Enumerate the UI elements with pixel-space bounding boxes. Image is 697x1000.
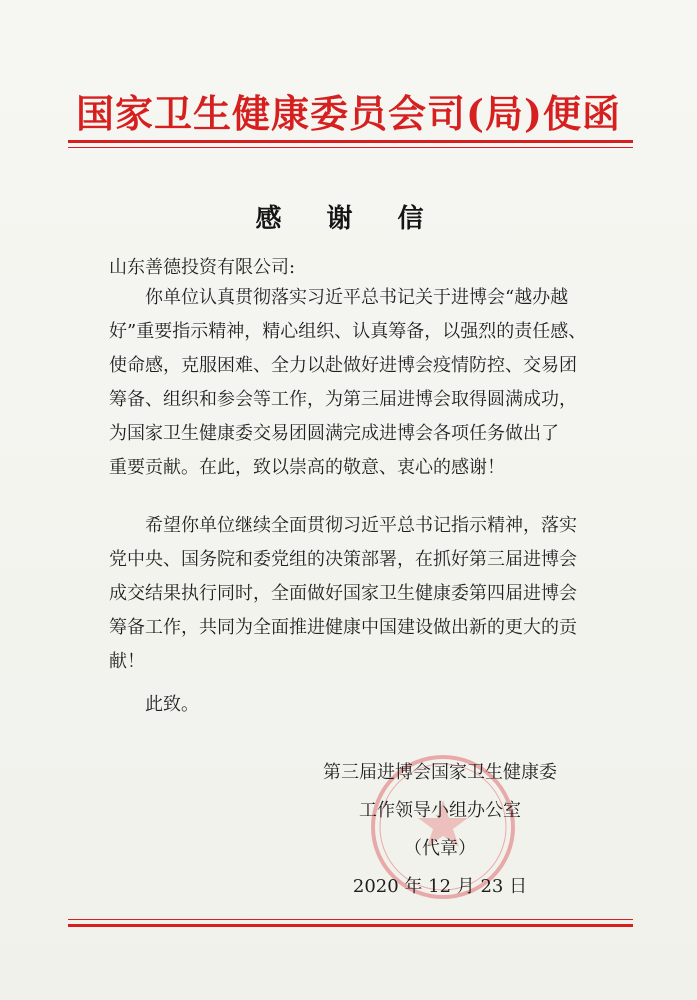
paragraph-2-line: 献！ [109,651,145,672]
signature-org-line-1: 第三届进博会国家卫生健康委 [323,762,557,783]
footer-rule-thick [68,924,633,927]
signature-org-line-2: 工作领导小组办公室 [359,800,521,821]
closing: 此致。 [145,694,199,715]
paragraph-1-line: 你单位认真贯彻落实习近平总书记关于进博会“越办越 [145,287,569,308]
letterhead-title: 国家卫生健康委员会司(局)便函 [76,91,621,136]
salutation: 山东善德投资有限公司: [109,257,296,278]
paragraph-1-line: 好”重要指示精神，精心组织、认真筹备，以强烈的责任感、 [109,321,587,342]
letterhead-rule-thin [68,147,633,148]
signature-date: 2020 年 12 月 23 日 [352,876,528,897]
paragraph-2-line: 希望你单位继续全面贯彻习近平总书记指示精神，落实 [145,515,577,536]
paragraph-2-line: 筹备工作，共同为全面推进健康中国建设做出新的更大的贡 [109,617,577,638]
letterhead-rule-thick [68,140,633,143]
paragraph-2-line: 成交结果执行同时，全面做好国家卫生健康委第四届进博会 [109,583,577,604]
paragraph-1 [109,281,629,485]
paragraph-1-line: 为国家卫生健康委交易团圆满完成进博会各项任务做出了 [109,423,559,444]
footer-rule-thin [68,919,633,920]
paragraph-1-line: 筹备、组织和参会等工作，为第三届进博会取得圆满成功， [109,389,577,410]
paragraph-1-line: 使命感，克服困难、全力以赴做好进博会疫情防控、交易团 [109,355,577,376]
letter-title: 感 谢 信 [255,204,442,234]
signature-seal-note: （代章） [404,838,476,859]
paragraph-1-line: 重要贡献。在此，致以崇高的敬意、衷心的感谢！ [109,457,505,478]
paragraph-2 [109,509,629,679]
paragraph-2-line: 党中央、国务院和委党组的决策部署，在抓好第三届进博会 [109,549,577,570]
